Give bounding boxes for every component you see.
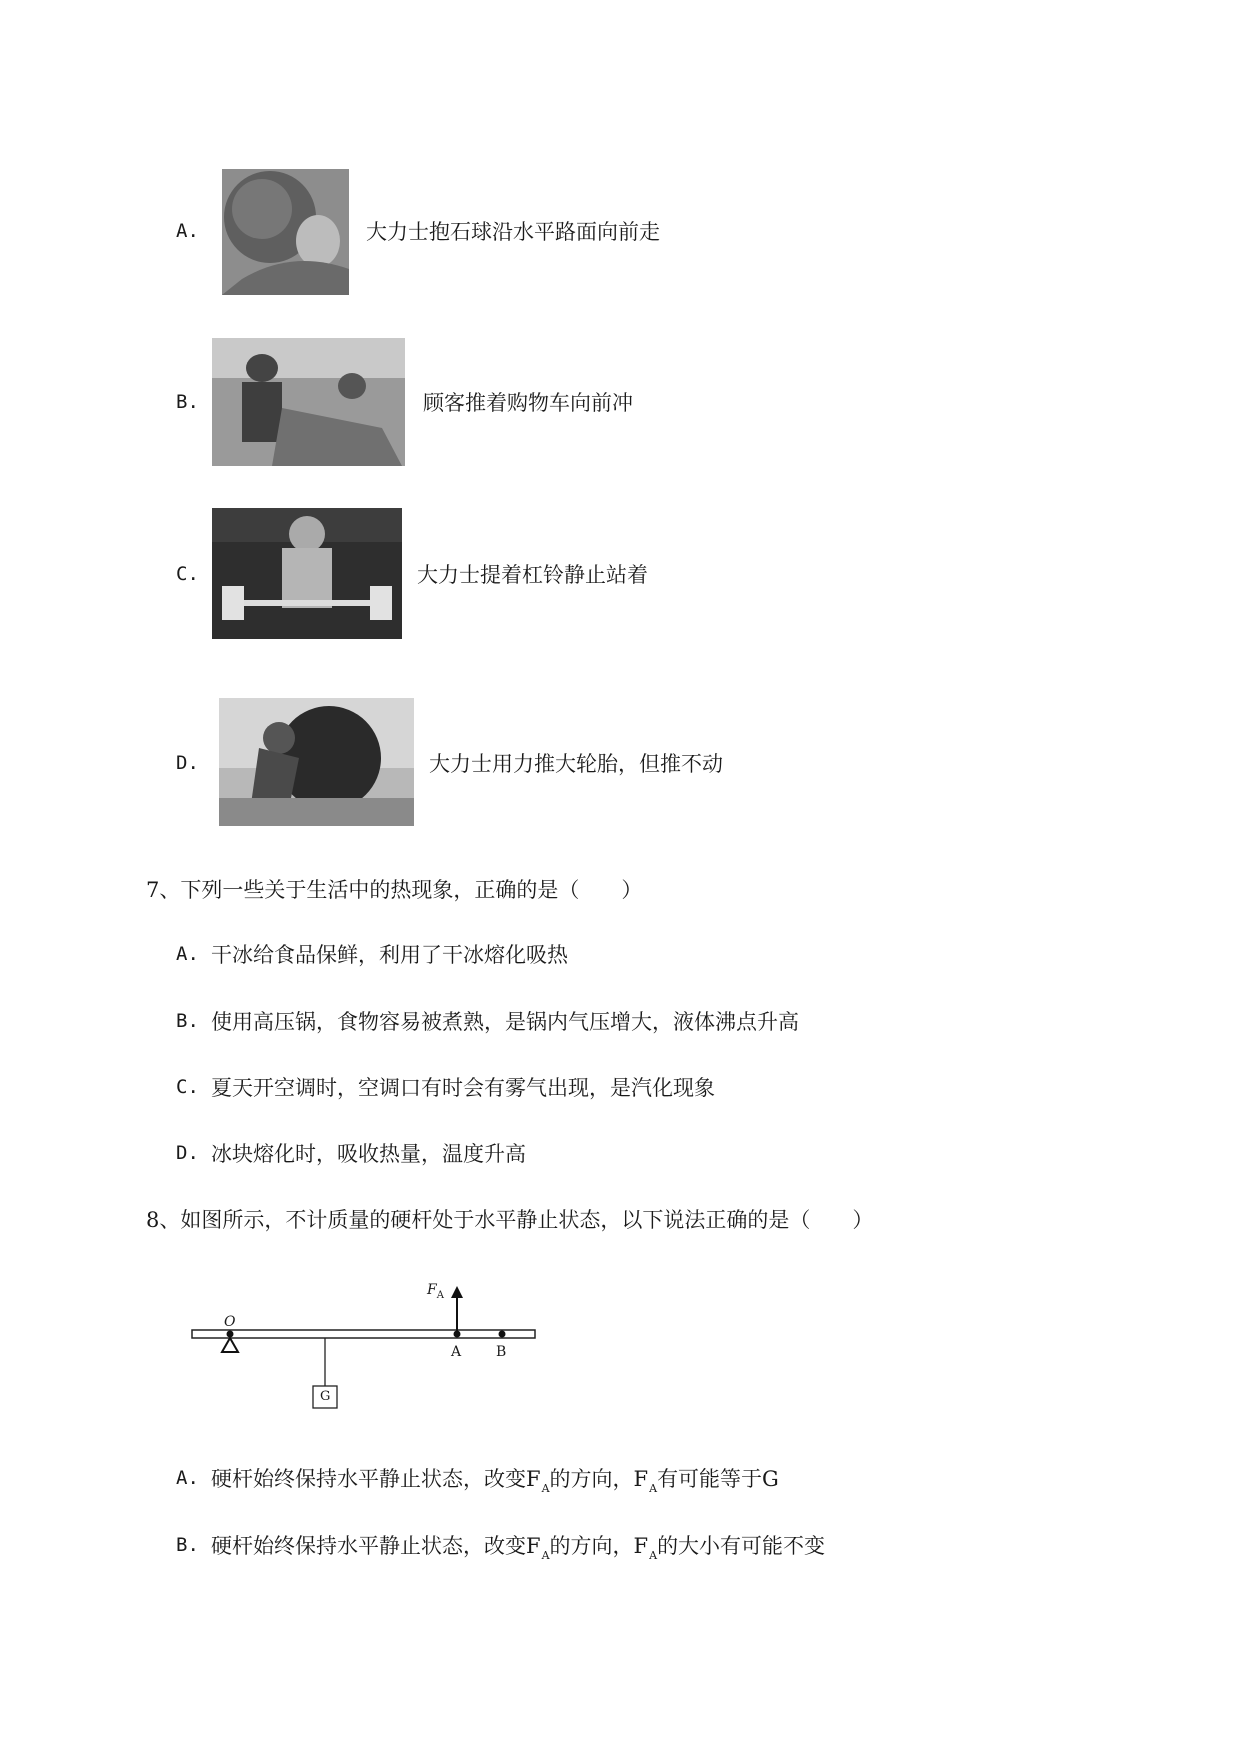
option-letter: B. bbox=[176, 1534, 199, 1556]
label-f-subscript: A bbox=[436, 1290, 444, 1301]
question-stem: 8、如图所示，不计质量的硬杆处于水平静止状态，以下说法正确的是（ ） bbox=[146, 1208, 874, 1232]
option-text: 硬杆始终保持水平静止状态，改变$F_A$的方向，$F_A$有可能等于G bbox=[211, 1467, 779, 1495]
fulcrum-icon bbox=[222, 1338, 238, 1352]
rigid-rod bbox=[192, 1330, 535, 1338]
option-letter: C. bbox=[176, 563, 199, 585]
option-text: 大力士用力推大轮胎，但推不动 bbox=[429, 752, 723, 776]
force-arrow-up-icon bbox=[451, 1286, 463, 1298]
label-o: O bbox=[224, 1314, 236, 1330]
question-stem: 7、下列一些关于生活中的热现象，正确的是（ ） bbox=[146, 878, 643, 902]
label-g: G bbox=[320, 1389, 331, 1404]
option-letter: C. bbox=[176, 1076, 199, 1098]
point-b-dot bbox=[499, 1331, 506, 1338]
option-letter: A. bbox=[176, 943, 199, 965]
strongman-pushing-tire-photo bbox=[219, 698, 414, 826]
shopper-pushing-cart-photo bbox=[212, 338, 405, 466]
label-a: A bbox=[451, 1344, 462, 1360]
strongman-carrying-stone-ball-photo bbox=[222, 169, 349, 295]
strongman-holding-barbell-photo bbox=[212, 508, 402, 639]
option-text: 干冰给食品保鲜，利用了干冰熔化吸热 bbox=[211, 943, 568, 967]
lever-diagram-graphic bbox=[180, 1280, 550, 1420]
option-letter: A. bbox=[176, 1467, 199, 1489]
label-b: B bbox=[496, 1344, 507, 1360]
option-letter: D. bbox=[176, 752, 199, 774]
option-letter: B. bbox=[176, 1010, 199, 1032]
option-text: 大力士提着杠铃静止站着 bbox=[417, 563, 648, 587]
option-text: 硬杆始终保持水平静止状态，改变$F_A$的方向，$F_A$的大小有可能不变 bbox=[211, 1534, 826, 1562]
option-letter: A. bbox=[176, 220, 199, 242]
option-letter: B. bbox=[176, 391, 199, 413]
option-text: 大力士抱石球沿水平路面向前走 bbox=[366, 220, 660, 244]
option-text: 使用高压锅，食物容易被煮熟，是锅内气压增大，液体沸点升高 bbox=[211, 1010, 799, 1034]
option-letter: D. bbox=[176, 1142, 199, 1164]
option-text: 冰块熔化时，吸收热量，温度升高 bbox=[211, 1142, 526, 1166]
lever-diagram bbox=[180, 1280, 550, 1420]
option-text: 顾客推着购物车向前冲 bbox=[423, 391, 633, 415]
label-f: $F_A$ bbox=[427, 1282, 444, 1301]
option-text: 夏天开空调时，空调口有时会有雾气出现，是汽化现象 bbox=[211, 1076, 715, 1100]
